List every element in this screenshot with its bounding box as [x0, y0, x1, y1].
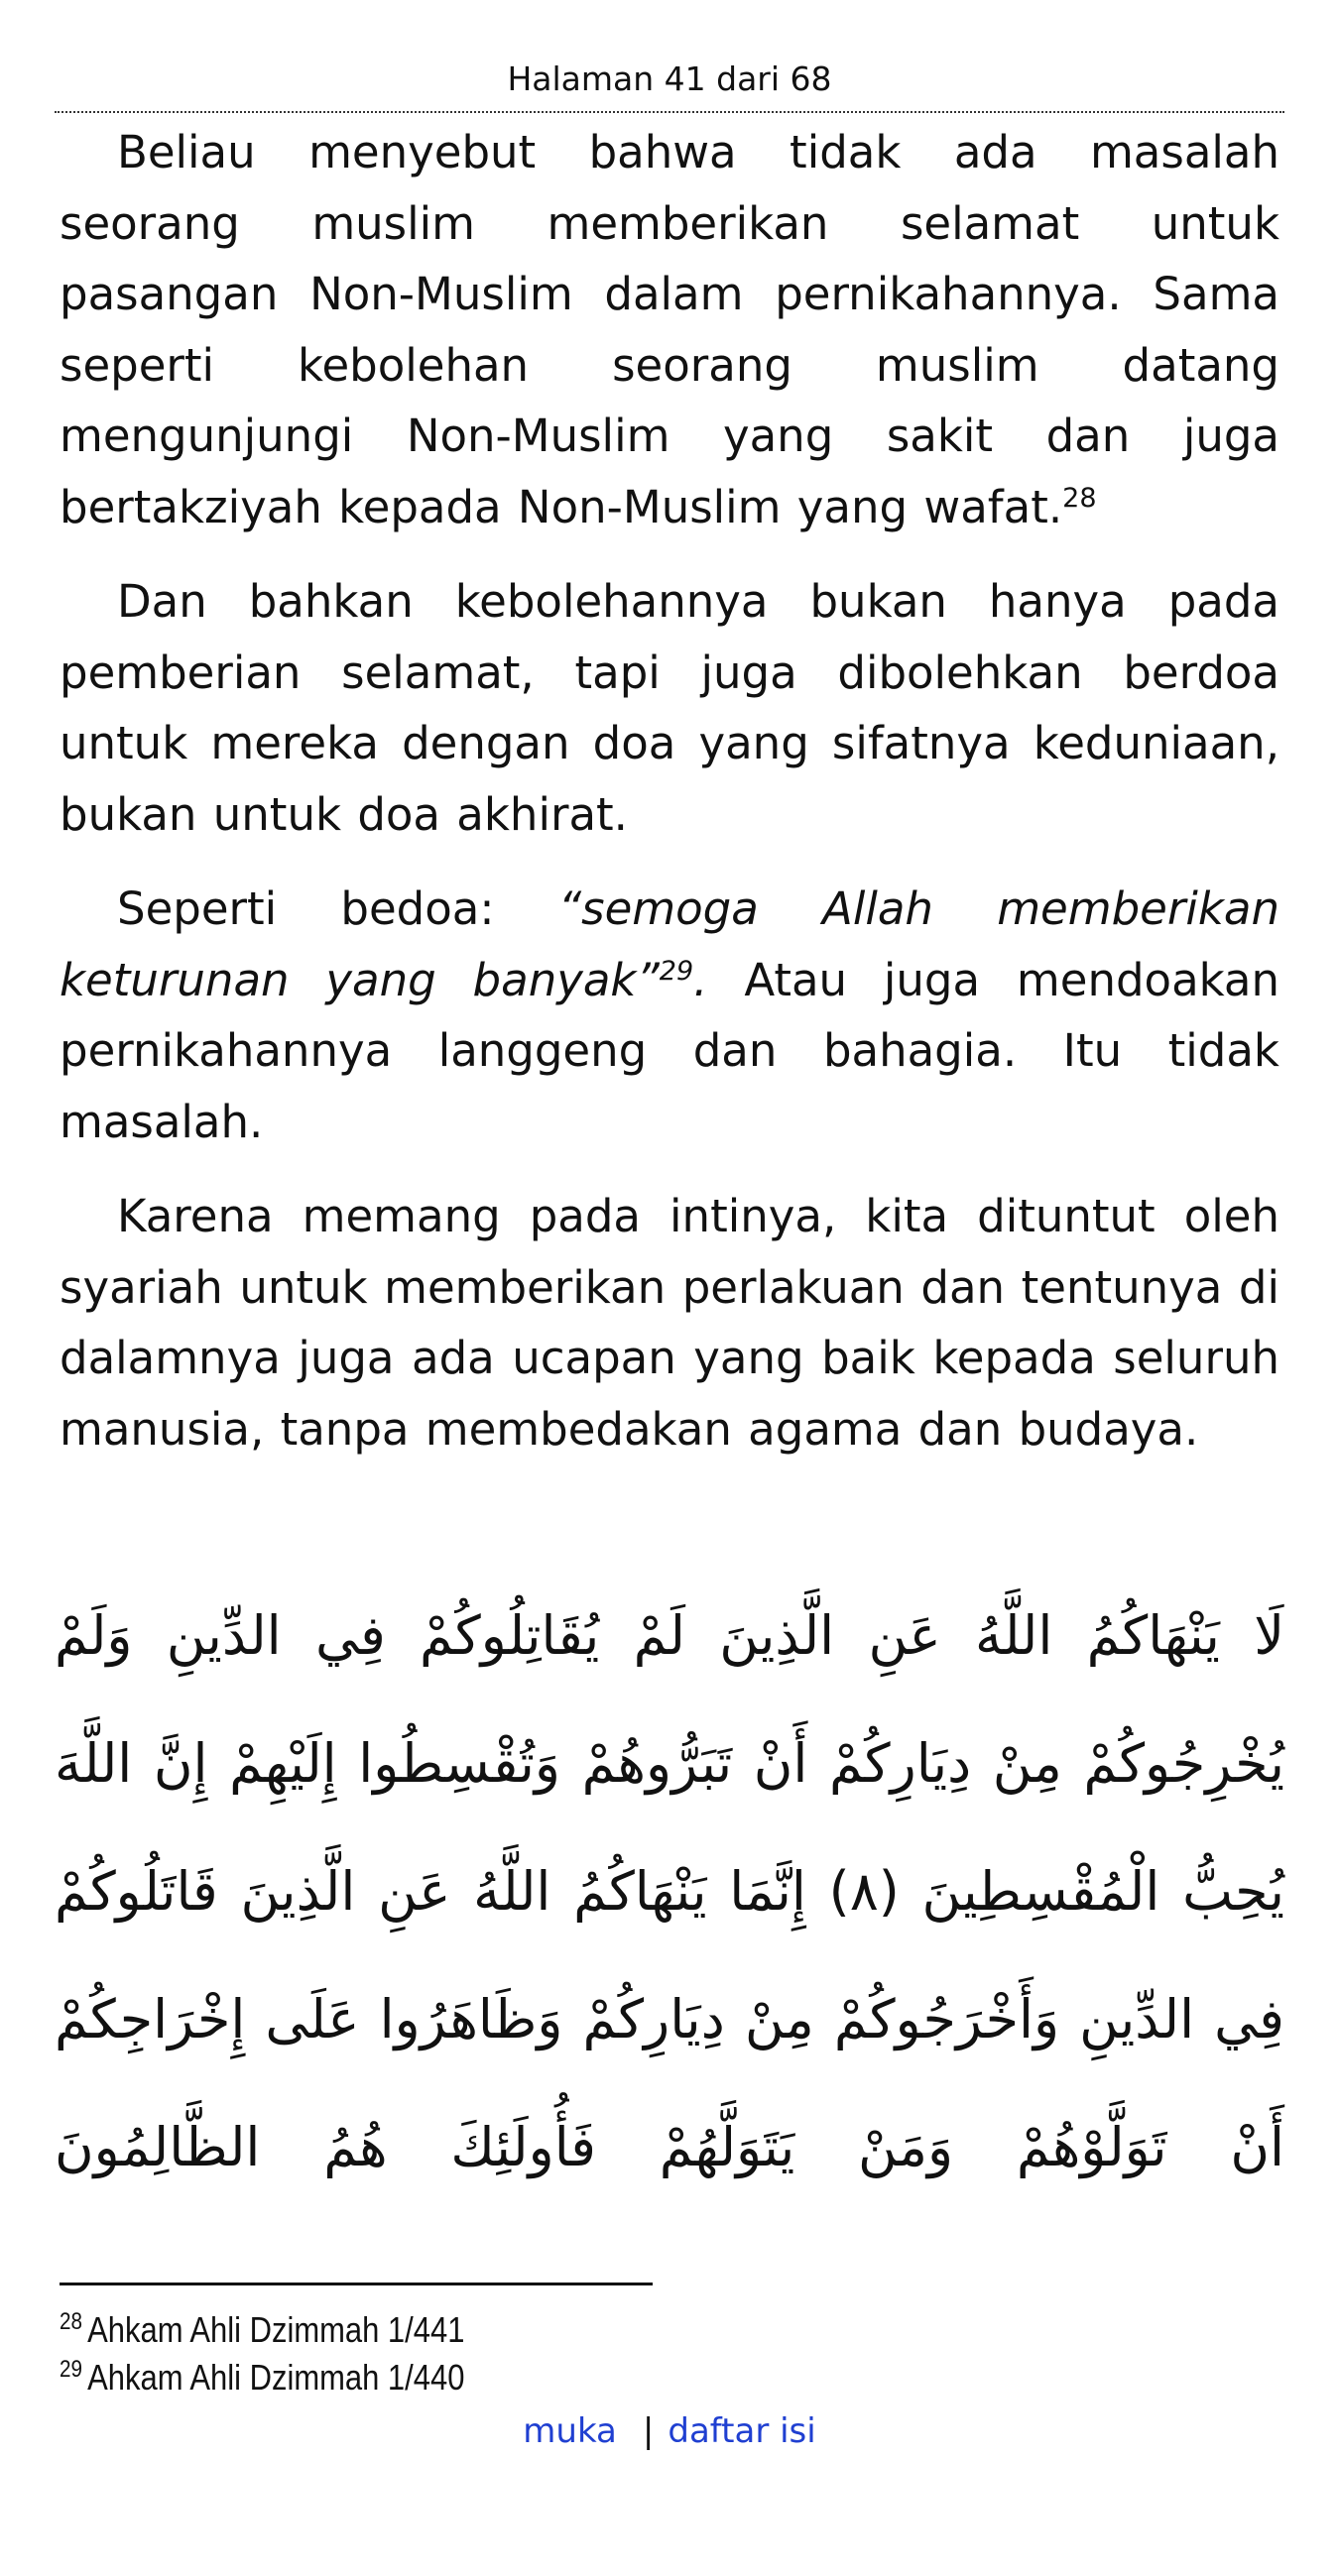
- footnote-divider: [60, 2283, 653, 2285]
- paragraph-2-text: Dan bahkan kebolehannya bukan hanya pada pemberian selamat, tapi juga dibolehkan berdoa untuk mereka dengan doa yang sifatnya keduniaan, bukan untuk doa akhirat.: [60, 575, 1279, 841]
- paragraph-3-intro: Seperti bedoa:: [117, 882, 558, 935]
- header-divider: [55, 111, 1284, 113]
- footnote-text: Ahkam Ahli Dzimmah 1/441: [87, 2309, 465, 2350]
- home-link[interactable]: muka: [523, 2411, 617, 2451]
- paragraph-4: [60, 1181, 1279, 1464]
- paragraph-4-text: Karena memang pada intinya, kita dituntut oleh syariah untuk memberikan perlakuan dan tentunya di dalamnya juga ada ucapan yang baik kepada seluruh manusia, tanpa membedakan agama dan budaya.: [60, 1190, 1279, 1456]
- paragraph-2: [60, 566, 1279, 850]
- paragraph-3: [60, 874, 1279, 1157]
- footnote-29: [60, 2354, 827, 2401]
- footnote-text: Ahkam Ahli Dzimmah 1/440: [87, 2357, 465, 2398]
- page-navigation: [0, 2407, 1339, 2455]
- page-number-header: Halaman 41 dari 68: [507, 59, 832, 98]
- table-of-contents-link[interactable]: daftar isi: [668, 2411, 816, 2451]
- paragraph-1: [60, 117, 1279, 542]
- prayer-quote-end: .: [693, 953, 708, 1006]
- nav-separator: |: [642, 2411, 655, 2451]
- paragraph-3-text: Atau juga mendoakan pernikahannya langgeng dan bahagia. Itu tidak masalah.: [60, 953, 1280, 1148]
- footnote-ref-28[interactable]: 28: [1062, 482, 1097, 514]
- footnotes: [60, 2306, 952, 2401]
- footnote-number: 29: [60, 2356, 82, 2383]
- paragraph-1-text: Beliau menyebut bahwa tidak ada masalah seorang muslim memberikan selamat untuk pasangan Non-Muslim dalam pernikahannya. Sama seperti kebolehan seorang muslim datang mengunjungi Non-Muslim yang sakit dan juga bertakziyah kepada Non-Muslim yang wafat.: [60, 126, 1279, 533]
- quran-verse: لَا يَنْهَاكُمُ اللَّهُ عَنِ الَّذِينَ لَمْ يُقَاتِلُوكُمْ فِي الدِّينِ وَلَمْ يُخْرِجُوكُمْ مِنْ دِيَارِكُمْ أَنْ تَبَرُّوهُمْ وَتُقْسِطُوا إِلَيْهِمْ إِنَّ اللَّهَ يُحِبُّ الْمُقْسِطِينَ (٨) إِنَّمَا يَنْهَاكُمُ اللَّهُ عَنِ الَّذِينَ قَاتَلُوكُمْ فِي الدِّينِ وَأَخْرَجُوكُمْ مِنْ دِيَارِكُمْ وَظَاهَرُوا عَلَى إِخْرَاجِكُمْ أَنْ تَوَلَّوْهُمْ وَمَنْ يَتَوَلَّهُمْ فَأُولَئِكَ هُمُ الظَّالِمُونَ: [55, 1604, 1285, 2178]
- body-text: [60, 117, 1279, 1488]
- prayer-quote: “semoga Allah memberikan keturunan yang banyak”: [60, 882, 1279, 1006]
- footnote-ref-29[interactable]: 29: [659, 955, 694, 987]
- footnote-number: 28: [60, 2308, 82, 2335]
- footnote-28: [60, 2306, 827, 2354]
